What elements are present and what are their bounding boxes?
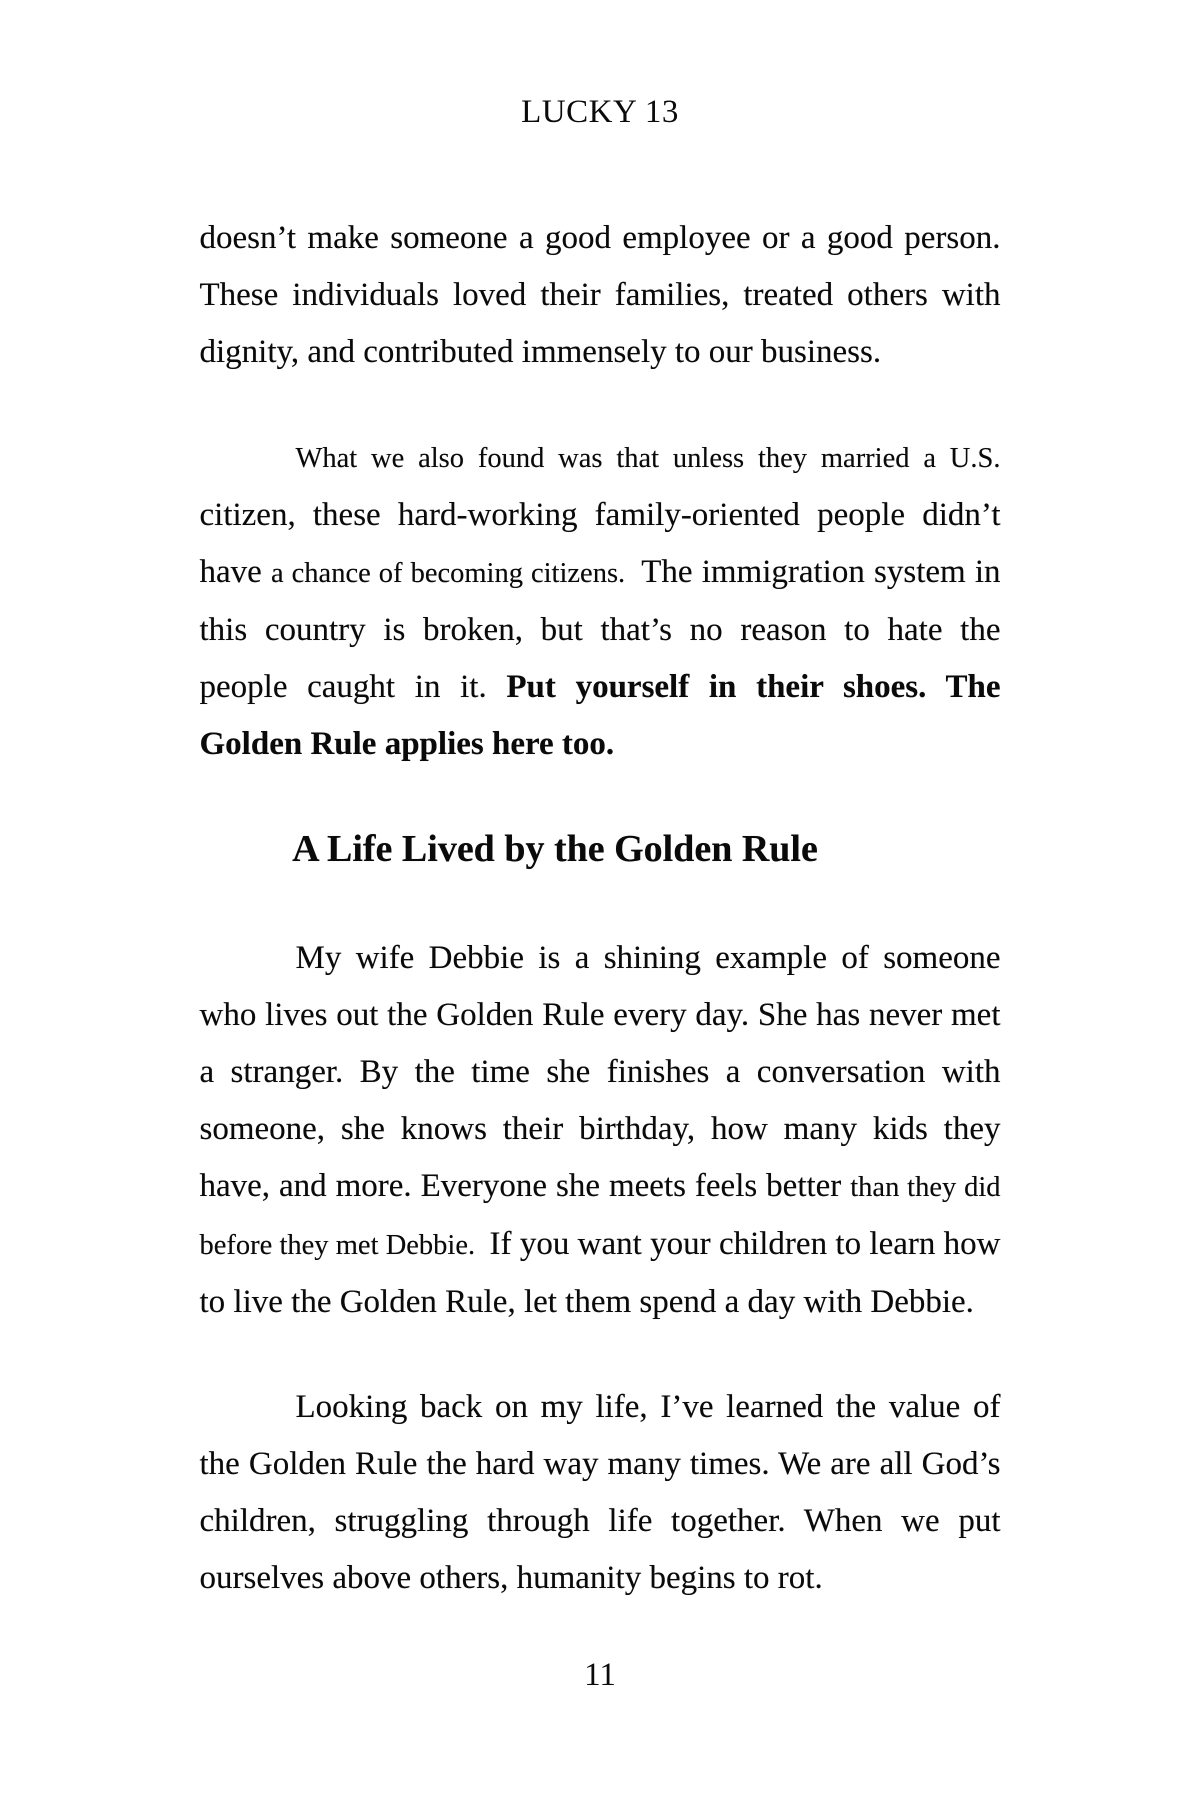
text-segment: doesn’t make someone a good employee or a good person. These individuals loved their families, treated others with dignity, and contributed immensely to our business. <box>199 220 1001 370</box>
paragraph <box>200 210 1001 381</box>
text-segment: What we also found was that unless they married a U.S. <box>295 443 1001 474</box>
page-number: 11 <box>584 1657 616 1693</box>
running-head: LUCKY 13 <box>521 94 679 130</box>
text-segment: Looking back on my life, I’ve learned the value of the Golden Rule the hard way many times. We are all God’s children, struggling through life together. When we put ourselves above others, humanity begins to rot. <box>199 1389 1001 1596</box>
paragraph <box>200 930 1001 1331</box>
section-heading: A Life Lived by the Golden Rule <box>292 828 818 870</box>
text-segment: a chance of becoming citizens. <box>270 558 642 589</box>
text-segment: Put yourself in their shoes. The Golden Rule applies here too. <box>199 669 1001 762</box>
text-segment: citizen, these hard-working family-oriented people didn’t have <box>199 497 1001 590</box>
paragraph <box>200 429 1001 773</box>
paragraph <box>200 1379 1001 1607</box>
text-segment: than they did before they met Debbie. <box>199 1172 1001 1261</box>
body-text <box>200 210 1001 1607</box>
text-segment: My wife Debbie is a shining example of someone who lives out the Golden Rule every day. She has never met a stranger. By the time she finishes a conversation with someone, she knows their birthday, how many kids they have, and more. Everyone she meets feels better <box>199 940 1001 1204</box>
text-segment: If you want your children to learn how to live the Golden Rule, let them spend a day with Debbie. <box>199 1226 1001 1320</box>
book-page <box>200 0 1001 1607</box>
text-segment: The immigration system in this country is broken, but that’s no reason to hate the people caught in it. <box>199 554 1001 705</box>
